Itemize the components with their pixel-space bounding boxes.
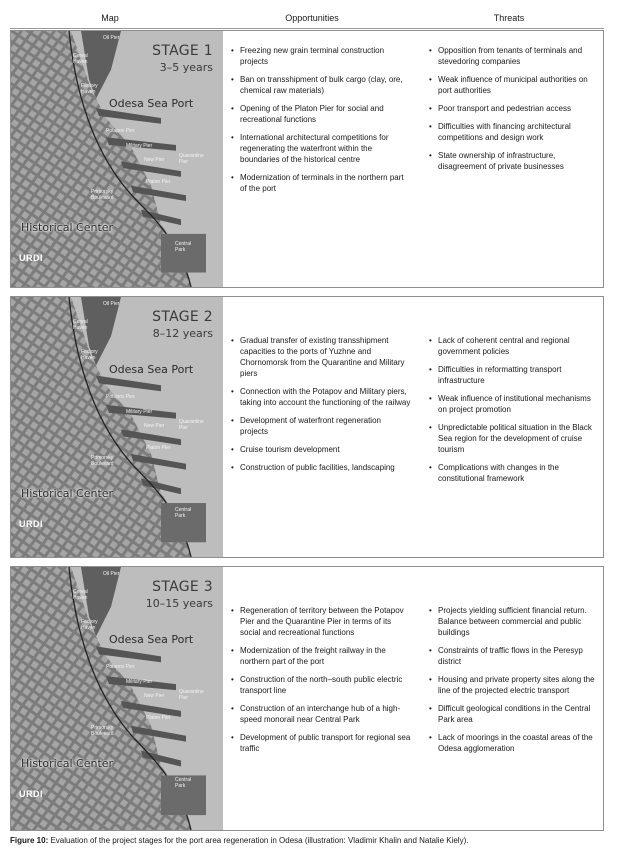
cereal-haven-label: Cereal Haven xyxy=(73,319,88,331)
central-park-label: Central Park xyxy=(175,777,192,789)
military-pier-label: Military Pier xyxy=(126,143,153,149)
threat-item: • Weak influence of municipal authorities on port authorities xyxy=(429,74,599,96)
opportunity-item: • Modernization of terminals in the northern part of the port xyxy=(231,172,411,194)
primorsky-boulevard-label: Primorsky Boulevard xyxy=(91,189,114,201)
factory-haven-label: Factory Haven xyxy=(81,619,98,631)
stage-years: 10–15 years xyxy=(145,597,213,610)
quarantine-pier-label: Quarantine Pier xyxy=(179,689,204,701)
opportunities-column xyxy=(231,335,411,480)
military-pier-label: Military Pier xyxy=(126,409,153,415)
opportunity-item: • Gradual transfer of existing transshipment capacities to the ports of Yuzhne and Chornomorsk from the Quarantine and Military piers xyxy=(231,335,411,379)
stage-years: 8–12 years xyxy=(152,327,213,340)
opportunity-item: • Modernization of the freight railway in the northern part of the port xyxy=(231,645,411,667)
threat-item: • Projects yielding sufficient financial return. Balance between commercial and public buildings xyxy=(429,605,599,638)
opportunities-column xyxy=(231,605,411,761)
figure-caption xyxy=(10,836,468,845)
platon-pier-label: Platon Pier xyxy=(146,179,171,185)
cereal-haven-label: Cereal Haven xyxy=(73,589,88,601)
quarantine-pier-label: Quarantine Pier xyxy=(179,419,204,431)
oil-pier-label: Oil Pier xyxy=(103,301,120,307)
opportunity-item: • Development of waterfront regeneration projects xyxy=(231,415,411,437)
odesa-sea-port-label: Odesa Sea Port xyxy=(109,363,194,376)
header-threats: Threats xyxy=(493,13,525,23)
opportunity-item: • Regeneration of territory between the Potapov Pier and the Quarantine Pier in terms of its social and recreational functions xyxy=(231,605,411,638)
opportunity-item: • Construction of an interchange hub of a high-speed monorail near Central Park xyxy=(231,703,411,725)
threat-item: • Difficulties with financing architectural competitions and design work xyxy=(429,121,599,143)
threat-item: • Opposition from tenants of terminals and stevedoring companies xyxy=(429,45,599,67)
stage-map xyxy=(11,567,223,830)
platon-pier-label: Platon Pier xyxy=(146,715,171,721)
stage-title-block xyxy=(152,309,213,340)
urdi-logo: URDI xyxy=(19,253,43,263)
threat-item: • Poor transport and pedestrian access xyxy=(429,103,599,114)
platon-pier-label: Platon Pier xyxy=(146,445,171,451)
threat-item: • Difficulties in reformatting transport infrastructure xyxy=(429,364,599,386)
stage-title-block xyxy=(152,43,213,74)
threat-item: • Lack of coherent central and regional government policies xyxy=(429,335,599,357)
caption-label: Figure 10: xyxy=(10,836,49,845)
stage-title: STAGE 3 xyxy=(152,579,213,595)
urdi-logo: URDI xyxy=(19,789,43,799)
opportunity-item: • Development of public transport for regional sea traffic xyxy=(231,732,411,754)
new-pier-label: New Pier xyxy=(144,693,165,699)
opportunity-item: • Cruise tourism development xyxy=(231,444,411,455)
stage-row-2 xyxy=(10,296,604,558)
header-map: Map xyxy=(101,13,119,23)
threat-item: • Housing and private property sites along the line of the projected electric transport xyxy=(429,674,599,696)
caption-text: Evaluation of the project stages for the port area regeneration in Odesa (illustration: Vladimir Khalin and Natalie Kiely). xyxy=(48,836,469,845)
primorsky-boulevard-label: Primorsky Boulevard xyxy=(91,725,114,737)
header-opportunities: Opportunities xyxy=(285,13,339,23)
threat-item: • Lack of moorings in the coastal areas of the Odesa agglomeration xyxy=(429,732,599,754)
odesa-sea-port-label: Odesa Sea Port xyxy=(109,633,194,646)
military-pier-label: Military Pier xyxy=(126,679,153,685)
opportunity-item: • Construction of public facilities, landscaping xyxy=(231,462,411,473)
threats-column xyxy=(429,335,599,491)
stage-row-3 xyxy=(10,566,604,831)
threat-item: • Complications with changes in the constitutional framework xyxy=(429,462,599,484)
threat-item: • Difficult geological conditions in the Central Park area xyxy=(429,703,599,725)
stage-map xyxy=(11,297,223,557)
new-pier-label: New Pier xyxy=(144,423,165,429)
stage-map xyxy=(11,31,223,287)
historical-center-label: Historical Center xyxy=(21,487,114,500)
stage-years: 3–5 years xyxy=(159,61,213,74)
oil-pier-label: Oil Pier xyxy=(103,35,120,41)
new-pier-label: New Pier xyxy=(144,157,165,163)
stage-row-1 xyxy=(10,30,604,288)
threat-item: • Weak influence of institutional mechanisms on project promotion xyxy=(429,393,599,415)
opportunity-item: • Construction of the north–south public electric transport line xyxy=(231,674,411,696)
opportunity-item: • International architectural competitions for regenerating the waterfront within the boundaries of the historical centre xyxy=(231,132,411,165)
potapov-pier-label: Potapov Pier xyxy=(106,664,135,670)
factory-haven-label: Factory Haven xyxy=(81,83,98,95)
stage-title: STAGE 1 xyxy=(152,43,213,59)
historical-center-label: Historical Center xyxy=(21,757,114,770)
opportunity-item: • Ban on transshipment of bulk cargo (clay, ore, chemical raw materials) xyxy=(231,74,411,96)
opportunity-item: • Freezing new grain terminal construction projects xyxy=(231,45,411,67)
oil-pier-label: Oil Pier xyxy=(103,571,120,577)
threats-column xyxy=(429,605,599,761)
threat-item: • Unpredictable political situation in the Black Sea region for the development of cruise tourism xyxy=(429,422,599,455)
threat-item: • Constraints of traffic flows in the Peresyp district xyxy=(429,645,599,667)
stage-title: STAGE 2 xyxy=(152,309,213,325)
primorsky-boulevard-label: Primorsky Boulevard xyxy=(91,455,114,467)
cereal-haven-label: Cereal Haven xyxy=(73,53,88,65)
opportunity-item: • Opening of the Platon Pier for social and recreational functions xyxy=(231,103,411,125)
quarantine-pier-label: Quarantine Pier xyxy=(179,153,204,165)
central-park-label: Central Park xyxy=(175,507,192,519)
potapov-pier-label: Potapov Pier xyxy=(106,394,135,400)
stage-title-block xyxy=(146,579,213,610)
opportunities-column xyxy=(231,45,411,201)
central-park-label: Central Park xyxy=(175,241,192,253)
opportunity-item: • Connection with the Potapov and Military piers, taking into account the functioning of the railway xyxy=(231,386,411,408)
urdi-logo: URDI xyxy=(19,519,43,529)
odesa-sea-port-label: Odesa Sea Port xyxy=(109,97,194,110)
historical-center-label: Historical Center xyxy=(21,221,114,234)
table-header xyxy=(10,8,604,29)
potapov-pier-label: Potapov Pier xyxy=(106,128,135,134)
threat-item: • State ownership of infrastructure, disagreement of private businesses xyxy=(429,150,599,172)
factory-haven-label: Factory Haven xyxy=(81,349,98,361)
threats-column xyxy=(429,45,599,179)
